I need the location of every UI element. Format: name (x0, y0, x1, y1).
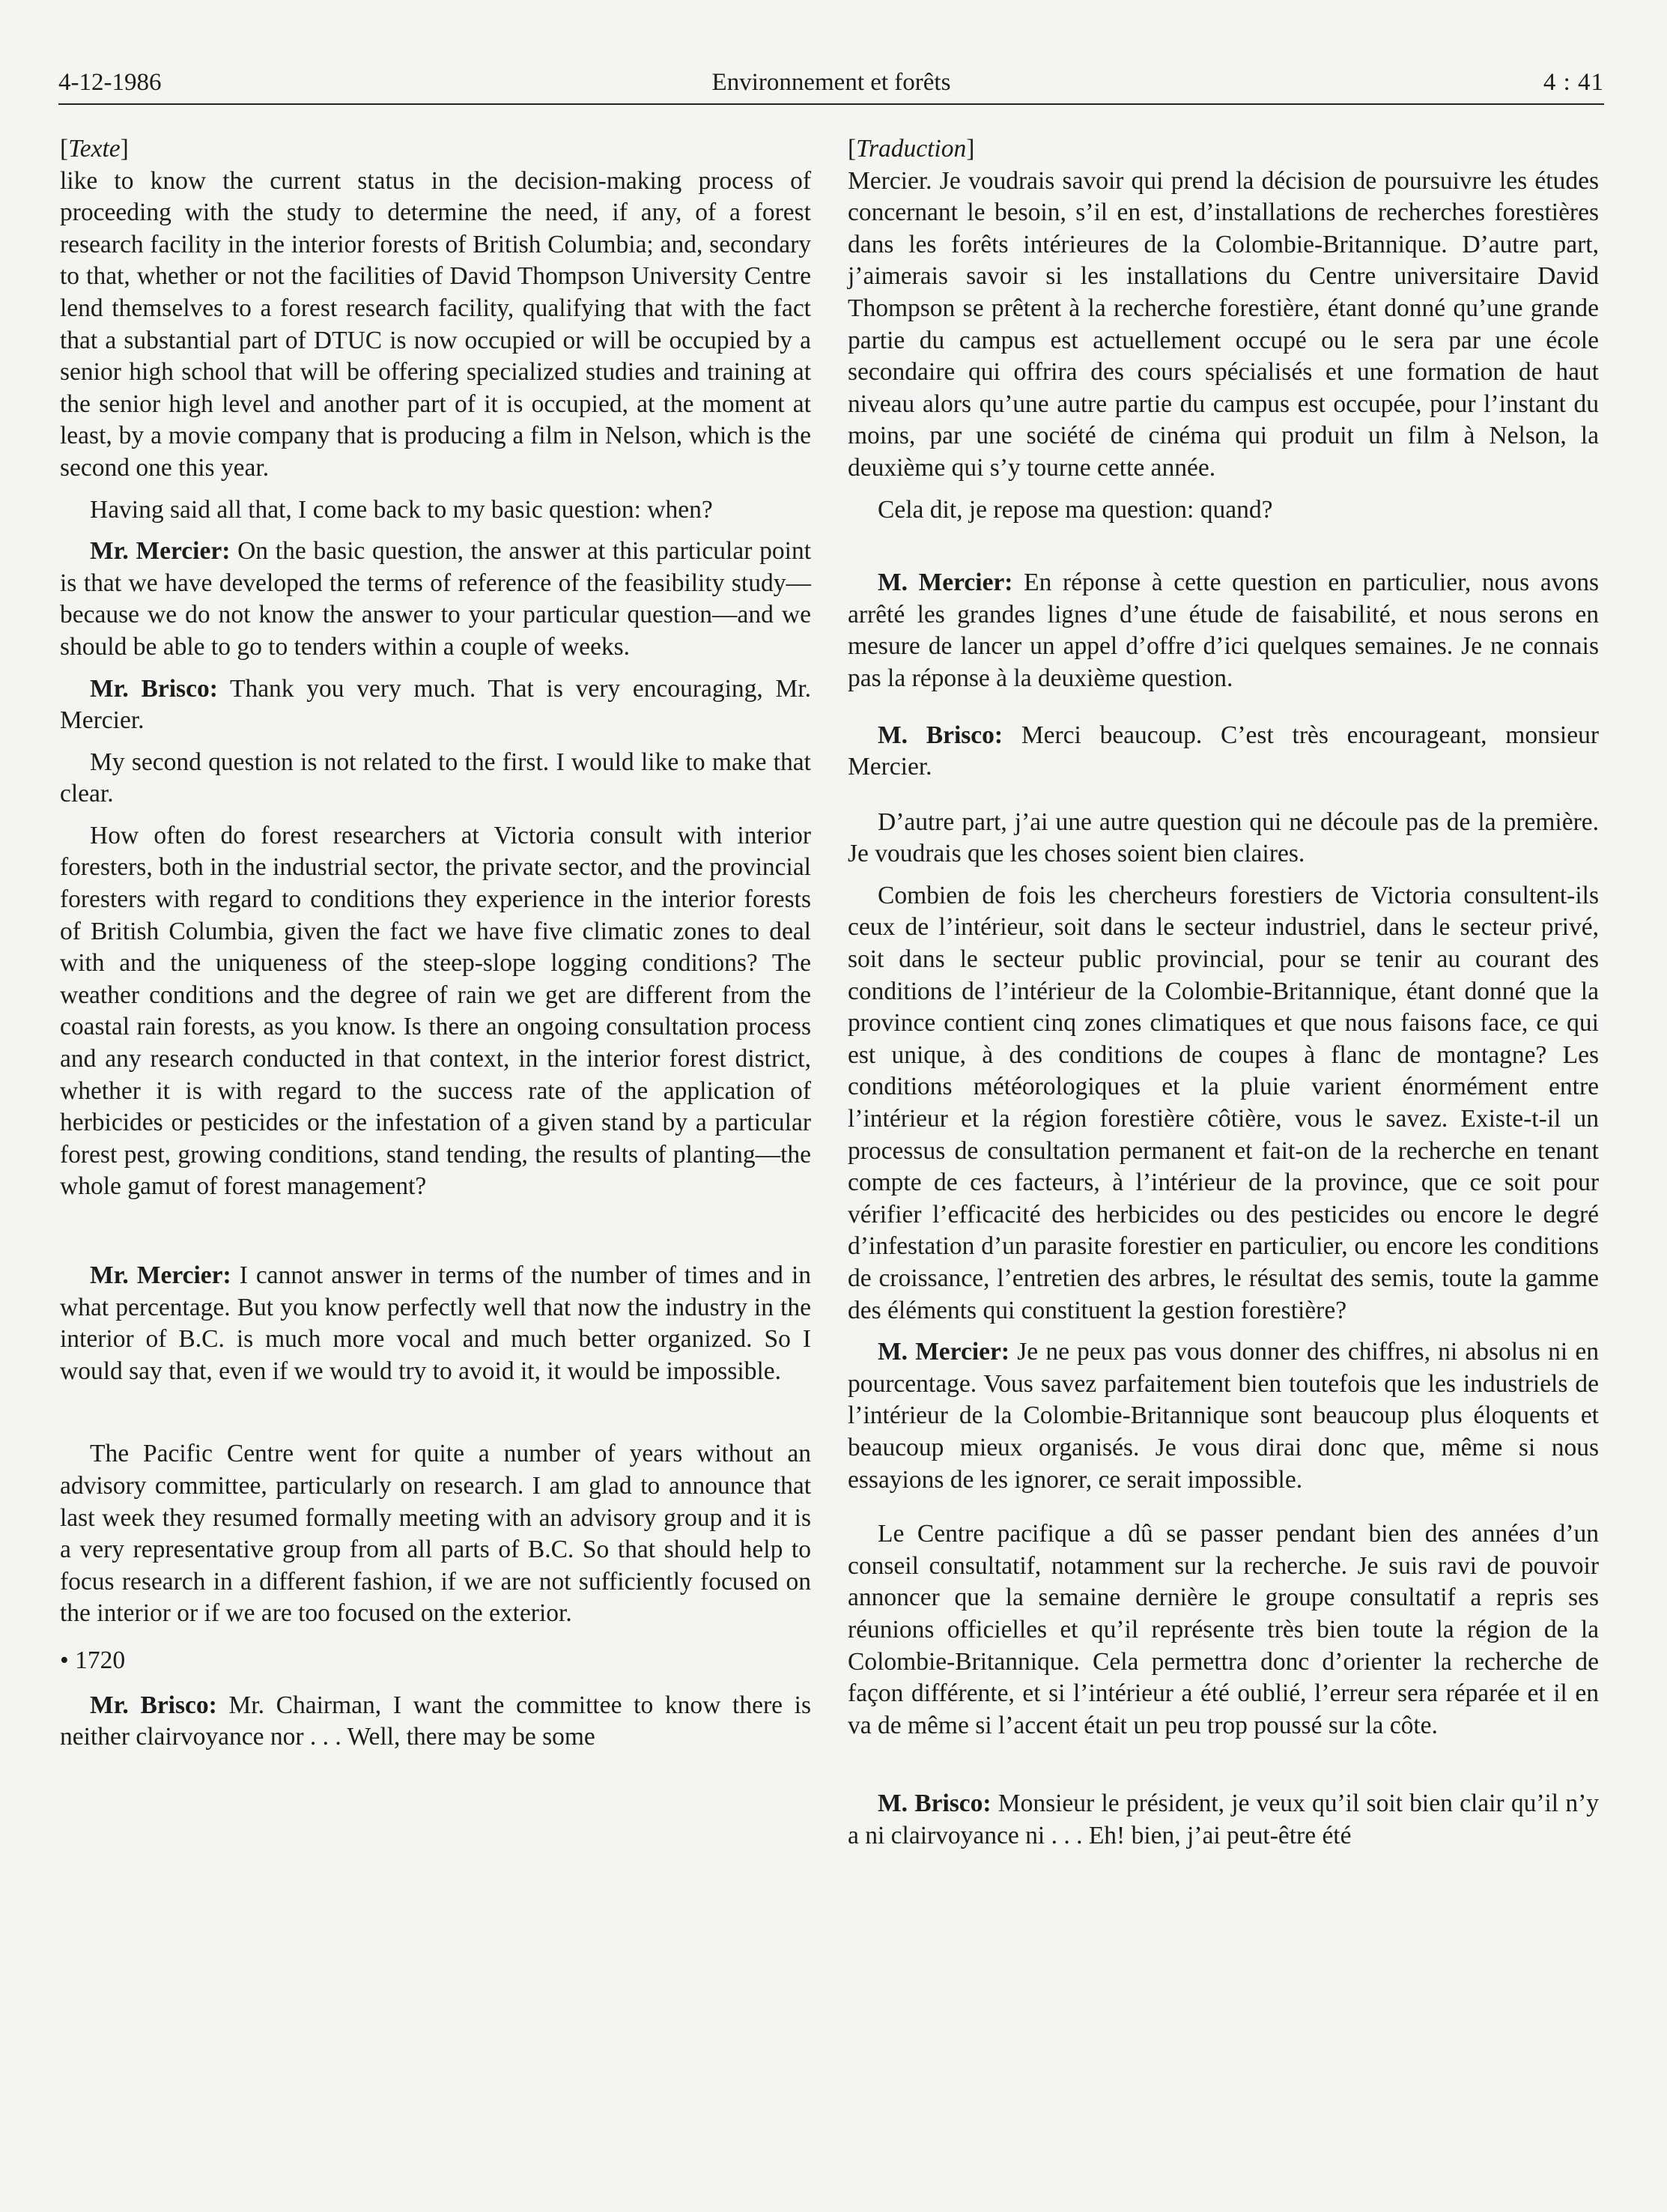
header-date: 4-12-1986 (58, 69, 162, 96)
paragraph (848, 1336, 1599, 1496)
speaker-name: Mr. Mercier: (90, 537, 231, 566)
page-header (58, 69, 1604, 106)
speaker-name: M. Mercier: (878, 1338, 1010, 1366)
header-page-number: 4 : 41 (1543, 69, 1604, 96)
paragraph: My second question is not related to the first. I would like to make that clear. (60, 748, 811, 808)
column-tag-text: Traduction (856, 135, 967, 163)
header-rule (58, 103, 1604, 105)
speech-text: Merci beaucoup. C’est très encourageant, monsieur Mercier. (848, 721, 1599, 781)
speaker-name: M. Brisco: (878, 721, 1003, 749)
column-tag: [Traduction] (848, 135, 975, 163)
french-column (848, 133, 1599, 1852)
paragraph (60, 1690, 811, 1754)
speech-text: Thank you very much. That is very encouraging, Mr. Mercier. (60, 674, 812, 735)
paragraph (848, 1788, 1599, 1852)
paragraph: Le Centre pacifique a dû se passer pendant bien des années d’un conseil consultatif, notamment sur la recherche. Je suis ravi de pouvoir annoncer que la semaine dernière le groupe consultatif a repris ses réunions officielles et qu’il représente très bien toute la région de la Colombie-Britannique. Cela permettra donc d’orienter la recherche de façon différente, et si l’intérieur a été oublié, l’erreur sera réparée et il en va de même si l’accent était un peu trop poussé sur la côte. (848, 1520, 1599, 1739)
paragraph: The Pacific Centre went for quite a number of years without an advisory committee, particularly on research. I am glad to announce that last week they resumed formally meeting with an advisory group and it is a very representative group from all parts of B.C. So that should help to focus research in a different fashion, if we are not sufficiently focused on the interior or if we are too focused on the exterior. (60, 1440, 811, 1628)
speaker-name: Mr. Brisco: (90, 1691, 217, 1719)
paragraph: How often do forest researchers at Victoria consult with interior foresters, both in the industrial sector, the private sector, and the provincial foresters with regard to conditions they experience in the interior forests of British Columbia, given the fact we have five climatic zones to deal with and the uniqueness of the steep-slope logging conditions? The weather conditions and the degree of rain we get are different from the coastal rain forests, as you know. Is there an ongoing consultation process and any research conducted in that context, in the interior forest district, whether it is with regard to the success rate of the application of herbicides or pesticides or the infestation of a given stand by a particular forest pest, growing conditions, stand tending, the results of planting—the whole gamut of forest management? (60, 821, 811, 1201)
paragraph (848, 567, 1599, 694)
speech-text: On the basic question, the answer at this particular point is that we have developed the terms of reference of the feasibility study—because we do not know the answer to your particular question—and we should be able to go to tenders within a couple of weeks. (60, 537, 811, 661)
speech-text: En réponse à cette question en particulier, nous avons arrêté les grandes lignes d’une étude de faisabilité, et nous serons en mesure de lancer un appel d’offre d’ici quelques semaines. Je ne connais pas la réponse à la deuxième question. (848, 569, 1599, 692)
paragraph: Cela dit, je repose ma question: quand? (878, 495, 1273, 524)
paragraph: Having said all that, I come back to my basic question: when? (90, 495, 713, 524)
paragraph: like to know the current status in the decision-making process of proceeding with the study to determine the need, if any, of a forest research facility in the interior forests of British Columbia; and, secondary to that, whether or not the facilities of David Thompson University Centre lend themselves to a forest research facility, qualifying that with the fact that a substantial part of DTUC is now occupied or will be occupied by a senior high school that will be offering specialized studies and training at the senior high level and another part of it is occupied, at the moment at least, by a movie company that is producing a film in Nelson, which is the second one this year. (60, 166, 811, 482)
speaker-name: Mr. Mercier: (90, 1261, 231, 1289)
speech-text: Mr. Chairman, I want the committee to know there is neither clairvoyance nor . . . Well, there may be some (60, 1691, 811, 1751)
speaker-name: M. Brisco: (878, 1790, 992, 1818)
paragraph (60, 673, 811, 737)
speech-text: Je ne peux pas vous donner des chiffres, ni absolus ni en pourcentage. Vous savez parfaitement bien toutefois que les industriels de l’intérieur de la Colombie-Britannique sont beaucoup plus éloquents et beaucoup mieux organisés. Je vous dirai donc que, même si nous essayions de les ignorer, ce serait impossible. (848, 1338, 1599, 1494)
time-marker: • 1720 (60, 1646, 126, 1674)
speaker-name: Mr. Brisco: (90, 674, 218, 703)
english-column (60, 133, 811, 1754)
column-tag-text: Texte (68, 135, 121, 163)
paragraph: Mercier. Je voudrais savoir qui prend la décision de poursuivre les études concernant le besoin, s’il en est, d’installations de recherches forestières dans les forêts intérieures de la Colombie-Britannique. D’autre part, j’aimerais savoir si les installations du Centre universitaire David Thompson se prêtent à la recherche forestière, étant donné qu’une grande partie du campus est actuellement occupé ou le sera par une école secondaire qui offrira des cours spécialisés et une formation de haut niveau alors qu’une autre partie du campus est occupée, pour l’instant du moins, par une société de cinéma qui produit un film à Nelson, la deuxième qui s’y tourne cette année. (848, 166, 1599, 482)
header-title: Environnement et forêts (711, 69, 951, 96)
paragraph (848, 720, 1599, 784)
paragraph: Combien de fois les chercheurs forestiers de Victoria consultent-ils ceux de l’intérieur, soit dans le secteur industriel, dans le secteur privé, soit dans le secteur public provincial, pour se tenir au courant des conditions de l’intérieur de la Colombie-Britannique, étant donné que la province contient cinq zones climatiques et que nous faisons face, ce qui est unique, à des conditions de coupes à flanc de montagne? Les conditions météorologiques et la pluie varient énormément entre l’intérieur et la région forestière côtière, vous le savez. Existe-t-il un processus de consultation permanent et fait-on de la recherche en tenant compte de ces facteurs, à l’intérieur de la province, que ce soit pour vérifier l’efficacité des herbicides ou des pesticides ou encore le degré d’infestation d’un parasite forestier en particulier, ou encore les conditions de croissance, l’entretien des arbres, le résultat des semis, toute la gamme des éléments qui constituent la gestion forestière? (848, 881, 1599, 1324)
speaker-name: M. Mercier: (878, 569, 1013, 597)
paragraph: D’autre part, j’ai une autre question qui ne découle pas de la première. Je voudrais que les choses soient bien claires. (848, 807, 1599, 868)
paragraph (60, 1260, 811, 1387)
speech-text: Monsieur le président, je veux qu’il soit bien clair qu’il n’y a ni clairvoyance ni . . . Eh! bien, j’ai peut-être été (848, 1790, 1599, 1849)
column-tag: [Texte] (60, 135, 129, 163)
speech-text: I cannot answer in terms of the number of times and in what percentage. But you know perfectly well that now the industry in the interior of B.C. is much more vocal and much better organized. So I would say that, even if we would try to avoid it, it would be impossible. (60, 1261, 811, 1385)
paragraph (60, 536, 811, 663)
